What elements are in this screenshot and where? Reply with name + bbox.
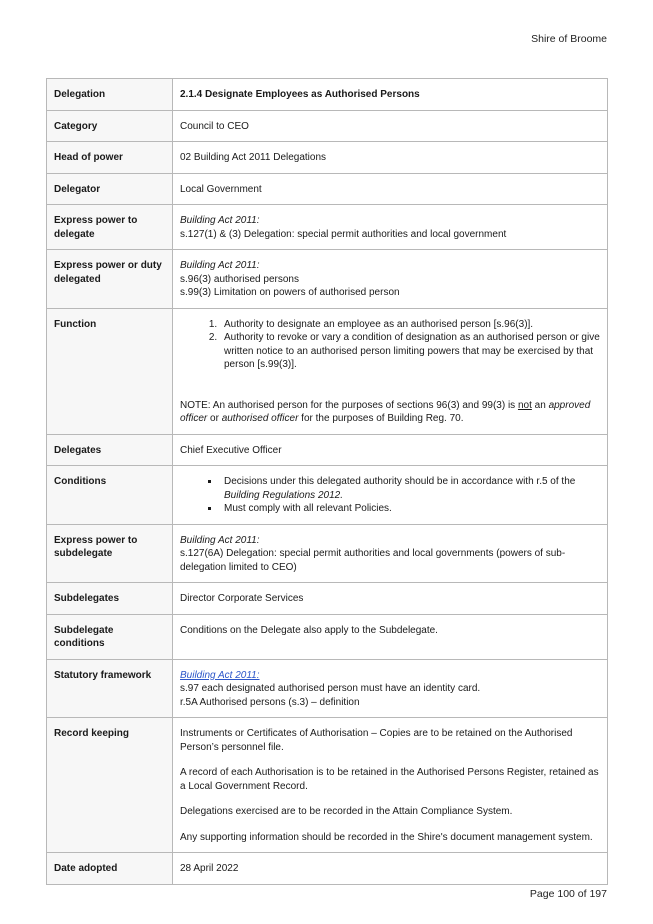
row-record-keeping	[47, 718, 608, 853]
row-express-power-to-subdelegate	[47, 524, 608, 583]
statutory-framework-label: Statutory framework	[47, 659, 173, 718]
statutory-framework-value	[173, 659, 608, 718]
head-of-power-label: Head of power	[47, 142, 173, 174]
date-adopted-label: Date adopted	[47, 853, 173, 885]
condition-item: ▪ Must comply with all relevant Policies.	[220, 502, 600, 516]
page-number: Page 100 of 197	[529, 888, 607, 900]
express-subdelegate-act: Building Act 2011:	[180, 534, 260, 546]
function-note	[180, 399, 600, 426]
subdelegate-conditions-value: Conditions on the Delegate also apply to the Subdelegate.	[173, 614, 608, 659]
express-power-to-delegate-value	[173, 205, 608, 250]
row-function	[47, 308, 608, 434]
head-of-power-value: 02 Building Act 2011 Delegations	[173, 142, 608, 174]
record-keeping-paragraph: Delegations exercised are to be recorded in the Attain Compliance System.	[180, 806, 513, 817]
note-text-c: or	[207, 413, 222, 424]
express-duty-act: Building Act 2011:	[180, 260, 260, 271]
subdelegates-label: Subdelegates	[47, 583, 173, 615]
subdelegates-value: Director Corporate Services	[173, 583, 608, 615]
row-delegation	[47, 79, 608, 111]
header-organisation-name: Shire of Broome	[531, 33, 607, 45]
row-express-power-or-duty	[47, 250, 608, 309]
note-approved-officer: approved officer	[180, 399, 591, 424]
row-express-power-to-delegate	[47, 205, 608, 250]
delegation-table	[46, 78, 608, 885]
note-not: not	[517, 399, 532, 411]
record-keeping-paragraph: Instruments or Certificates of Authorisation – Copies are to be retained on the Authorised Person’s personnel file.	[180, 728, 573, 753]
record-keeping-label: Record keeping	[47, 718, 173, 853]
row-delegator	[47, 173, 608, 205]
function-item: 1. Authority to designate an employee as an authorised person [s.96(3)].	[220, 318, 600, 332]
conditions-list	[180, 475, 600, 516]
delegation-label: Delegation	[47, 79, 173, 111]
express-power-or-duty-label: Express power or duty delegated	[47, 250, 173, 309]
record-keeping-paragraph: A record of each Authorisation is to be retained in the Authorised Persons Register, retained as a Local Government Record.	[180, 767, 599, 792]
express-duty-section-2: s.99(3) Limitation on powers of authorised person	[180, 287, 400, 298]
note-authorised-officer: authorised officer	[221, 413, 299, 424]
row-date-adopted	[47, 853, 608, 885]
record-keeping-value	[173, 718, 608, 853]
statutory-line-1: s.97 each designated authorised person must have an identity card.	[180, 683, 481, 694]
function-list	[180, 318, 600, 372]
function-label: Function	[47, 308, 173, 434]
note-text-d: for the purposes of Building Reg. 70.	[298, 413, 464, 424]
row-conditions	[47, 466, 608, 525]
delegation-value: 2.1.4 Designate Employees as Authorised Persons	[173, 79, 608, 111]
row-subdelegate-conditions	[47, 614, 608, 659]
express-power-to-subdelegate-label: Express power to subdelegate	[47, 524, 173, 583]
express-duty-section-1: s.96(3) authorised persons	[180, 273, 299, 285]
express-power-to-subdelegate-value	[173, 524, 608, 583]
delegator-label: Delegator	[47, 173, 173, 205]
delegates-label: Delegates	[47, 434, 173, 466]
row-subdelegates	[47, 583, 608, 615]
express-subdelegate-section: s.127(6A) Delegation: special permit authorities and local governments (powers of sub-delegation limited to CEO)	[180, 548, 566, 573]
function-value	[173, 308, 608, 434]
building-act-link[interactable]: Building Act 2011:	[180, 669, 260, 681]
conditions-value	[173, 466, 608, 525]
date-adopted-value: 28 April 2022	[173, 853, 608, 885]
express-power-to-delegate-label: Express power to delegate	[47, 205, 173, 250]
statutory-line-2: r.5A Authorised persons (s.3) – definition	[180, 696, 360, 708]
category-label: Category	[47, 110, 173, 142]
delegator-value: Local Government	[173, 173, 608, 205]
express-power-or-duty-value	[173, 250, 608, 309]
row-head-of-power	[47, 142, 608, 174]
record-keeping-paragraph: Any supporting information should be recorded in the Shire's document management system.	[180, 831, 593, 843]
condition-1-regulation: Building Regulations 2012.	[224, 489, 343, 501]
subdelegate-conditions-label: Subdelegate conditions	[47, 614, 173, 659]
condition-item	[220, 475, 600, 502]
delegates-value: Chief Executive Officer	[173, 434, 608, 466]
note-text-a: NOTE: An authorised person for the purposes of sections 96(3) and 99(3) is	[180, 399, 518, 411]
row-delegates	[47, 434, 608, 466]
condition-1-text: Decisions under this delegated authority should be in accordance with r.5 of the	[224, 476, 576, 487]
row-category	[47, 110, 608, 142]
row-statutory-framework	[47, 659, 608, 718]
conditions-label: Conditions	[47, 466, 173, 525]
category-value: Council to CEO	[173, 110, 608, 142]
express-delegate-section: s.127(1) & (3) Delegation: special permit authorities and local government	[180, 228, 507, 240]
function-item: 2. Authority to revoke or vary a condition of designation as an authorised person or give written notice to an authorised person limiting powers that may be exercised by that person [s.99(3)].	[220, 331, 600, 372]
express-delegate-act: Building Act 2011:	[180, 215, 260, 226]
note-text-b: an	[531, 399, 549, 411]
